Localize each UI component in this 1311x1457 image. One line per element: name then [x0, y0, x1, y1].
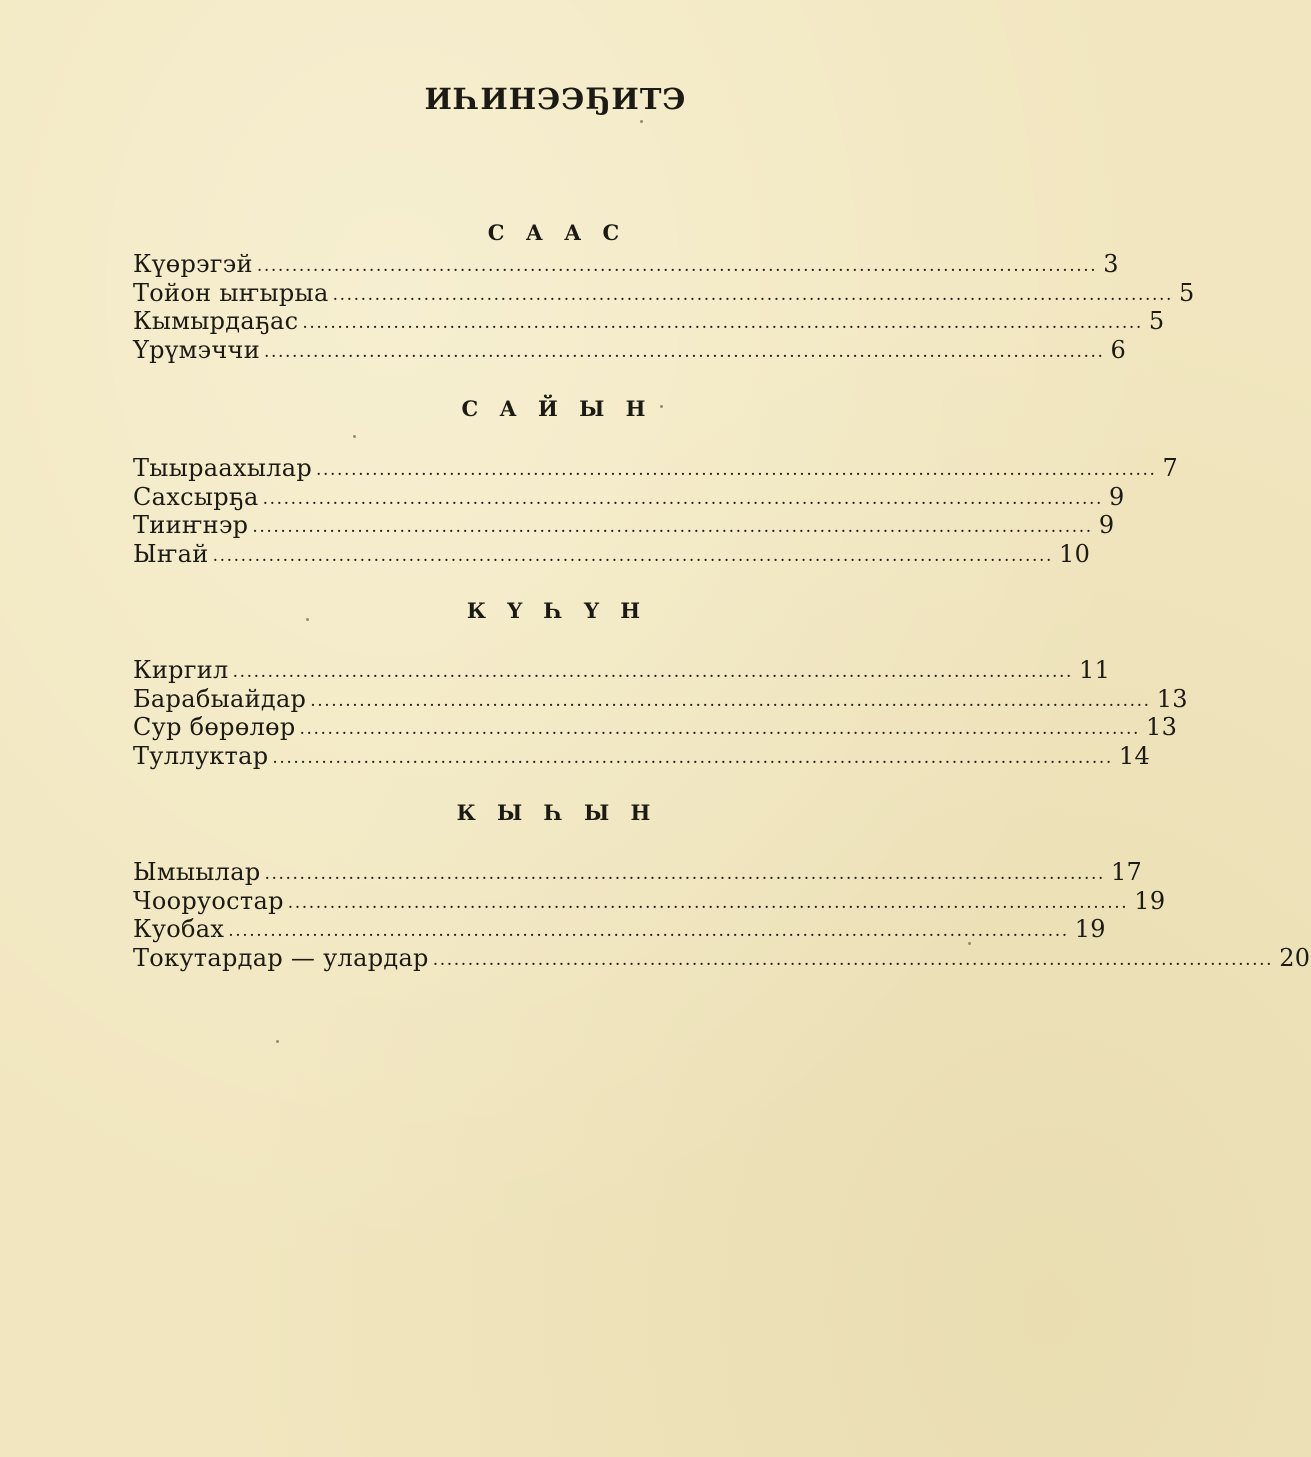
- toc-entry-page: 19: [1074, 915, 1106, 944]
- toc-entry-title: Чооруостар: [133, 886, 284, 915]
- dot-leader: ........................................................................................................................: [252, 517, 1093, 538]
- toc-entry-page: 6: [1110, 335, 1127, 364]
- toc-entry-title: Тойон ыҥырыа: [133, 278, 329, 307]
- dot-leader: ........................................................................................................................: [299, 719, 1141, 740]
- toc-entry[interactable]: [133, 684, 1188, 714]
- toc-entry[interactable]: [133, 713, 1178, 742]
- toc-entry[interactable]: [133, 335, 1127, 365]
- toc-entry[interactable]: [133, 307, 1165, 336]
- toc-entry-title: Үрүмэччи: [133, 335, 261, 364]
- toc-entry-page: 10: [1059, 539, 1091, 568]
- section-heading: К Ы Һ Ы Н: [456, 800, 658, 825]
- dot-leader: ........................................................................................................................: [264, 341, 1105, 362]
- toc-entry-page: 3: [1103, 250, 1119, 278]
- contents-title: ИҺИНЭЭҔИТЭ: [424, 82, 687, 116]
- section-spring: [133, 219, 1195, 364]
- dot-leader: ........................................................................................................................: [272, 747, 1113, 768]
- toc-entry[interactable]: [133, 250, 1119, 279]
- dot-leader: ........................................................................................................................: [262, 488, 1104, 509]
- toc-entry-title: Тыыраахылар: [133, 454, 313, 482]
- paper-speck: [276, 1040, 279, 1043]
- paper-speck: [353, 435, 356, 438]
- toc-entry[interactable]: [133, 482, 1125, 512]
- toc-entry-title: Киргил: [133, 656, 229, 684]
- section-heading: К Ү Һ Ү Н: [466, 598, 648, 623]
- section-winter: [133, 799, 1311, 972]
- toc-entry-title: Кымырдаҕас: [133, 307, 299, 336]
- toc-entry-page: 17: [1110, 858, 1143, 886]
- toc-entry-page: 13: [1156, 684, 1188, 713]
- toc-entry-title: Токутардар — улардар: [133, 943, 429, 972]
- toc-entry[interactable]: [133, 656, 1111, 685]
- toc-entry[interactable]: [133, 943, 1311, 973]
- toc-entry-title: Куобах: [133, 915, 225, 944]
- toc-entry[interactable]: [133, 741, 1151, 771]
- dot-leader: ........................................................................................................................: [264, 864, 1105, 884]
- toc-entry-title: Тииҥнэр: [133, 511, 249, 540]
- dot-leader: ........................................................................................................................: [287, 892, 1129, 913]
- toc-list: [133, 656, 1188, 770]
- paper-speck: [640, 120, 643, 123]
- section-summer: [133, 395, 1179, 568]
- section-heading: С А А С: [487, 220, 627, 245]
- toc-entry[interactable]: [133, 278, 1195, 308]
- toc-entry-title: Туллуктар: [133, 741, 269, 770]
- toc-entry-page: 13: [1146, 713, 1178, 742]
- dot-leader: ........................................................................................................................: [310, 690, 1151, 711]
- dot-leader: ........................................................................................................................: [232, 662, 1074, 682]
- dot-leader: ........................................................................................................................: [228, 921, 1069, 942]
- dot-leader: ........................................................................................................................: [332, 284, 1174, 305]
- toc-entry[interactable]: [133, 915, 1106, 944]
- section-heading: С А Й Ы Н: [461, 396, 653, 421]
- toc-entry-page: 5: [1148, 307, 1165, 336]
- dot-leader: ........................................................................................................................: [256, 256, 1098, 276]
- toc-entry-title: Ыҥай: [133, 539, 209, 568]
- toc-entry-page: 7: [1162, 454, 1179, 482]
- dot-leader: ........................................................................................................................: [212, 545, 1054, 566]
- toc-entry-title: Күөрэгэй: [133, 250, 253, 278]
- paper-speck: [660, 405, 663, 408]
- toc-entry[interactable]: [133, 539, 1091, 569]
- toc-entry-title: Барабыайдар: [133, 684, 307, 713]
- toc-entry-page: 5: [1179, 278, 1195, 307]
- dot-leader: ........................................................................................................................: [432, 949, 1274, 970]
- toc-entry-page: 20: [1279, 943, 1311, 972]
- toc-list: [133, 454, 1179, 568]
- toc-entry-title: Ымыылар: [133, 858, 261, 886]
- toc-entry-page: 14: [1118, 741, 1151, 770]
- toc-entry[interactable]: [133, 886, 1166, 916]
- toc-entry-page: 9: [1098, 511, 1115, 540]
- dot-leader: ........................................................................................................................: [316, 460, 1157, 480]
- toc-list: [133, 858, 1311, 972]
- toc-entry[interactable]: [133, 454, 1179, 483]
- dot-leader: ........................................................................................................................: [302, 313, 1143, 334]
- paper-speck: [968, 942, 971, 945]
- toc-entry[interactable]: [133, 511, 1115, 540]
- paper-speck: [306, 618, 309, 621]
- toc-entry[interactable]: [133, 858, 1143, 887]
- section-autumn: [133, 597, 1188, 770]
- toc-list: [133, 250, 1195, 364]
- toc-entry-title: Сахсырҕа: [133, 482, 259, 511]
- toc-entry-page: 11: [1079, 656, 1111, 684]
- toc-entry-page: 19: [1134, 886, 1166, 915]
- toc-entry-page: 9: [1109, 482, 1125, 511]
- toc-entry-title: Сур бөрөлөр: [133, 713, 296, 742]
